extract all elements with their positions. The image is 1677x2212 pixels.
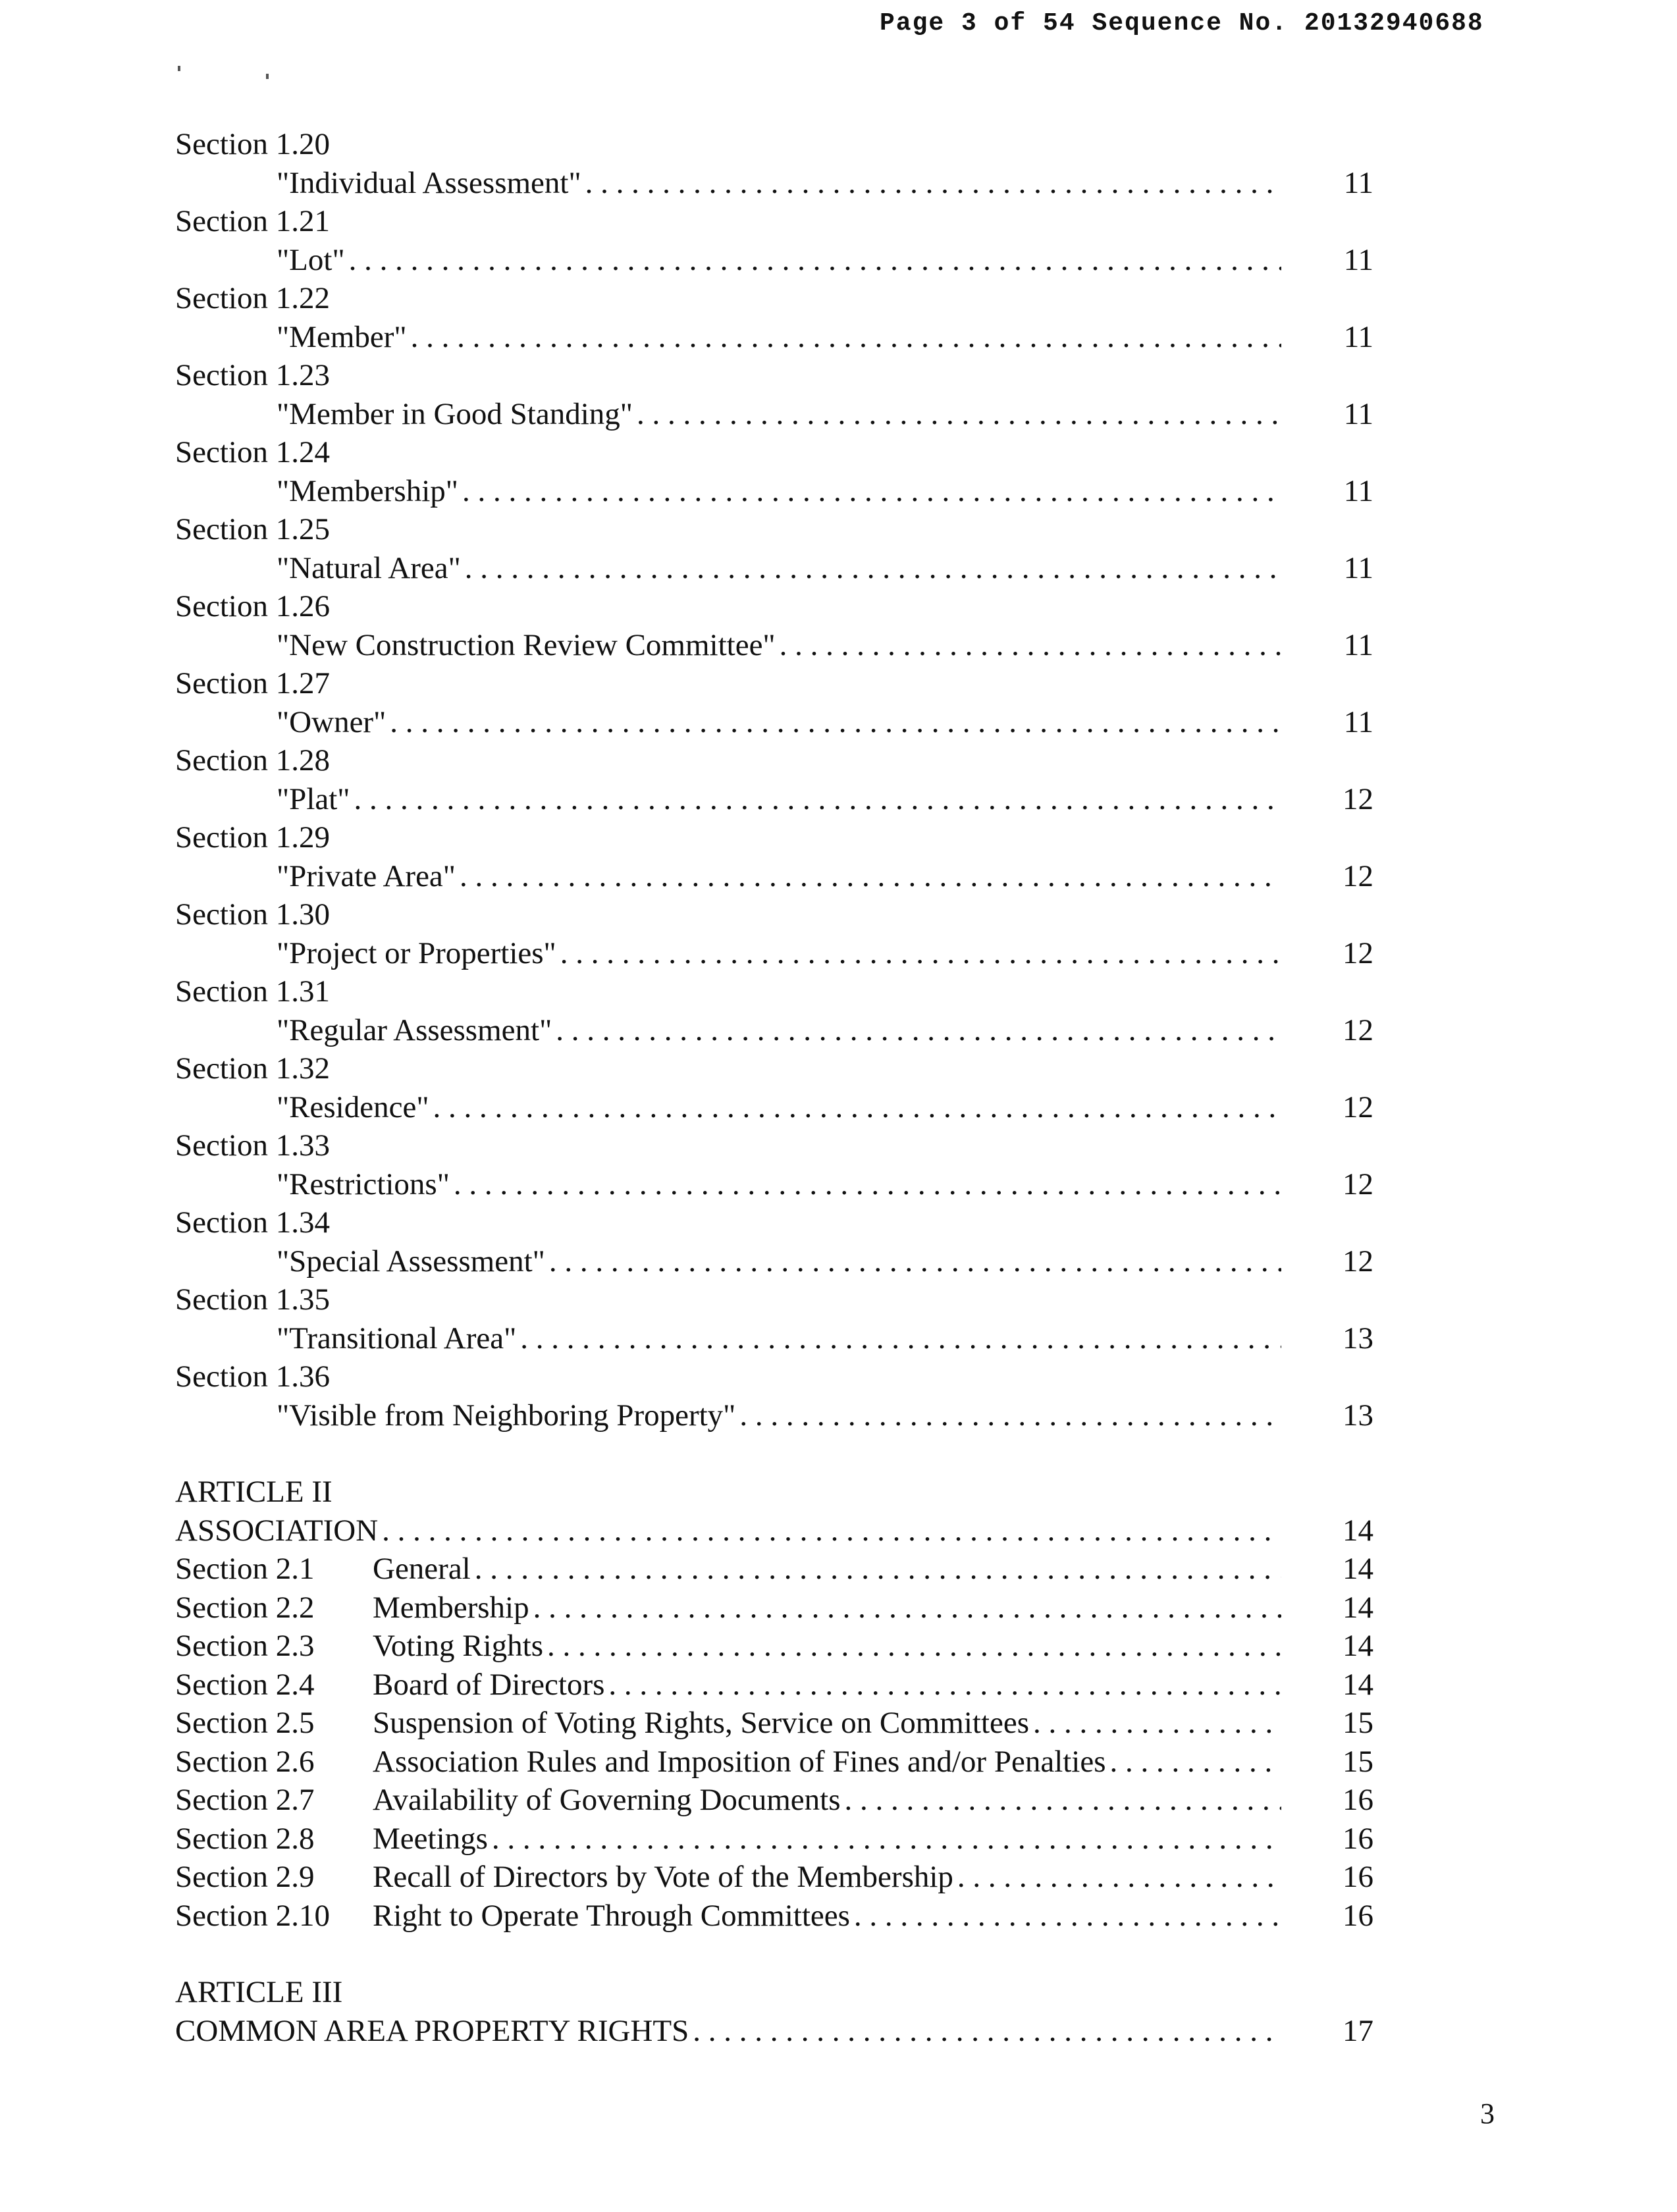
section-title: Availability of Governing Documents [373,1783,841,1817]
page-ref: 12 [1343,1167,1373,1201]
dot-leader [350,780,1282,819]
definition-section-line [175,356,1413,395]
entry-body [175,472,1281,511]
definition-section-line [175,1357,1413,1396]
page-ref: 16 [1343,1783,1373,1817]
toc-entry [175,1550,1413,1589]
toc-entry [175,1512,1281,1550]
toc-entry [175,1897,1413,1936]
section-number: Section 1.33 [175,1128,330,1163]
definition-title: "Member" [277,319,407,354]
section-number: Section 1.27 [175,666,330,700]
toc-entry [175,857,1413,896]
section-number: Section 1.24 [175,435,330,469]
article-label: ARTICLE III [175,1975,343,2009]
page-ref: 11 [1343,704,1373,739]
definition-title: "New Construction Review Committee" [277,627,776,662]
dot-leader [429,1088,1281,1127]
page-ref: 12 [1343,935,1373,970]
definition-title: "Member in Good Standing" [277,396,633,431]
page-ref: 12 [1343,781,1373,816]
dot-leader [378,1512,1281,1550]
page-ref: 17 [1343,2013,1373,2048]
definition-title: "Residence" [277,1090,429,1124]
dot-leader [1029,1704,1281,1743]
entry-body [175,1704,1281,1743]
toc-entry [175,934,1413,973]
page-header: Page 3 of 54 Sequence No. 20132940688 [880,9,1484,38]
page-ref: 11 [1343,319,1373,354]
entry-body [175,934,1281,973]
page-ref: 15 [1343,1744,1373,1779]
dot-leader [488,1820,1281,1858]
definition-section-line [175,664,1413,703]
entry-body [175,1011,1281,1050]
dot-leader [450,1165,1281,1204]
entry-body [175,1897,1281,1936]
entry-body [175,1550,1281,1589]
page-ref: 11 [1343,627,1373,662]
toc-entry [175,780,1413,819]
definition-section-line [175,510,1413,549]
dot-leader [407,318,1281,357]
page-ref: 11 [1343,165,1373,200]
page-ref: 11 [1343,550,1373,585]
page-ref: 13 [1343,1321,1373,1356]
section-number: Section 1.32 [175,1051,330,1086]
toc-entry [175,1666,1413,1704]
toc-entry [175,318,1413,357]
entry-body [175,1088,1281,1127]
toc-entry [175,1319,1413,1358]
page-ref: 11 [1343,473,1373,508]
dot-leader [1106,1743,1281,1781]
definition-title: "Regular Assessment" [277,1013,552,1047]
toc-entry [175,1743,1413,1781]
definition-title: "Plat" [277,781,350,816]
section-title: Membership [373,1590,529,1625]
definition-title: "Project or Properties" [277,935,556,970]
definition-section-line [175,1280,1413,1319]
toc-entry [175,626,1413,665]
section-title: Voting Rights [373,1629,544,1663]
article-ii-sections [175,1550,1413,1935]
definition-title: "Membership" [277,473,458,508]
section-number: Section 2.4 [175,1667,315,1702]
section-number: Section 2.1 [175,1552,315,1586]
entry-body [175,1165,1281,1204]
definition-title: "Transitional Area" [277,1321,517,1356]
section-number: Section 1.22 [175,281,330,315]
definition-section-line [175,587,1413,626]
definition-section-line [175,202,1413,241]
page-ref: 16 [1343,1821,1373,1856]
dot-leader [529,1589,1281,1627]
definition-title: "Owner" [277,704,386,739]
page-ref: 12 [1343,1090,1373,1124]
dot-leader [841,1781,1281,1820]
toc-entry [175,1820,1413,1858]
page-ref: 15 [1343,1706,1373,1740]
definition-section-line [175,895,1413,934]
dot-leader [953,1858,1281,1897]
page-ref: 14 [1343,1590,1373,1625]
section-number: Section 1.23 [175,358,330,392]
section-number: Section 2.9 [175,1860,315,1894]
section-title: Association Rules and Imposition of Fines and/or Penalties [373,1744,1106,1779]
entry-body [175,164,1281,203]
article-ii-entry [175,1512,1413,1550]
entry-body [175,1396,1281,1435]
dot-leader [345,241,1281,280]
toc-entry [175,395,1413,434]
page-ref: 11 [1343,396,1373,431]
entry-body [175,1319,1281,1358]
entry-body [175,1589,1281,1627]
page-ref: 14 [1343,1629,1373,1663]
table-of-contents [175,125,1413,2050]
definition-section-line [175,972,1413,1011]
page-ref: 13 [1343,1398,1373,1433]
section-number: Section 1.29 [175,820,330,855]
definition-title: "Visible from Neighboring Property" [277,1398,736,1433]
section-number: Section 2.6 [175,1744,315,1779]
dot-leader [552,1011,1281,1050]
dot-leader [543,1627,1281,1666]
section-title: Board of Directors [373,1667,605,1702]
definition-section-line [175,1126,1413,1165]
section-number: Section 1.20 [175,127,330,161]
entry-body [175,1627,1281,1666]
section-number: Section 1.21 [175,204,330,238]
section-number: Section 2.3 [175,1629,315,1663]
scan-speck [178,66,180,71]
article-title: ASSOCIATION [175,1513,379,1548]
definitions-list [175,125,1413,1435]
toc-entry [175,1396,1413,1435]
definition-title: "Individual Assessment" [277,165,581,200]
section-title: Meetings [373,1821,488,1856]
dot-leader [516,1319,1281,1358]
section-number: Section 2.5 [175,1706,315,1740]
section-number: Section 1.28 [175,743,330,777]
section-title: Recall of Directors by Vote of the Membership [373,1860,953,1894]
scan-speck [266,74,269,79]
definition-title: "Restrictions" [277,1167,450,1201]
entry-body [175,703,1281,742]
dot-leader [633,395,1281,434]
article-title: COMMON AREA PROPERTY RIGHTS [175,2013,689,2048]
entry-body [175,857,1281,896]
definition-title: "Lot" [277,242,345,277]
entry-body [175,1743,1281,1781]
toc-entry [175,472,1413,511]
section-number: Section 1.34 [175,1205,330,1240]
definition-section-line [175,1049,1413,1088]
toc-entry [175,164,1413,203]
toc-entry [175,1781,1413,1820]
dot-leader [604,1666,1281,1704]
page-ref: 12 [1343,858,1373,893]
definition-section-line [175,125,1413,164]
article-iii-entry [175,2012,1413,2051]
dot-leader [556,934,1281,973]
dot-leader [850,1897,1281,1936]
dot-leader [461,549,1281,588]
article-label: ARTICLE II [175,1475,333,1509]
toc-entry [175,1627,1413,1666]
section-number: Section 2.2 [175,1590,315,1625]
entry-body [175,318,1281,357]
page-ref: 16 [1343,1898,1373,1933]
dot-leader [689,2012,1281,2051]
entry-body [175,241,1281,280]
dot-leader [776,626,1281,665]
page-ref: 11 [1343,242,1373,277]
section-number: Section 1.36 [175,1359,330,1394]
page-ref: 16 [1343,1860,1373,1894]
toc-entry [175,1858,1413,1897]
toc-entry [175,1589,1413,1627]
toc-entry [175,2012,1281,2051]
toc-entry [175,1011,1413,1050]
dot-leader [386,703,1281,742]
section-number: Section 2.7 [175,1783,315,1817]
section-title: Right to Operate Through Committees [373,1898,850,1933]
entry-body [175,1858,1281,1897]
entry-body [175,1820,1281,1858]
page-ref: 12 [1343,1013,1373,1047]
dot-leader [545,1242,1281,1281]
entry-body [175,549,1281,588]
article-iii-label [175,1973,1413,2012]
toc-entry [175,1165,1413,1204]
entry-body [175,626,1281,665]
section-number: Section 1.26 [175,589,330,623]
definition-title: "Private Area" [277,858,456,893]
toc-entry [175,241,1413,280]
section-number: Section 1.35 [175,1282,330,1317]
dot-leader [471,1550,1281,1589]
definition-title: "Natural Area" [277,550,461,585]
section-number: Section 1.30 [175,897,330,932]
dot-leader [456,857,1281,896]
section-number: Section 2.8 [175,1821,315,1856]
section-title: General [373,1552,471,1586]
section-number: Section 1.25 [175,512,330,546]
toc-entry [175,1242,1413,1281]
toc-entry [175,549,1413,588]
page-ref: 14 [1343,1513,1373,1548]
toc-entry [175,703,1413,742]
page-number: 3 [1480,2097,1495,2130]
dot-leader [735,1396,1281,1435]
page-ref: 14 [1343,1552,1373,1586]
definition-section-line [175,1203,1413,1242]
page-ref: 12 [1343,1244,1373,1278]
definition-section-line [175,433,1413,472]
dot-leader [581,164,1281,203]
definition-section-line [175,741,1413,780]
definition-section-line [175,818,1413,857]
article-ii-label [175,1473,1413,1512]
entry-body [175,1781,1281,1820]
section-number: Section 1.31 [175,974,330,1009]
section-number: Section 2.10 [175,1898,330,1933]
dot-leader [458,472,1281,511]
definition-title: "Special Assessment" [277,1244,545,1278]
entry-body [175,1242,1281,1281]
section-title: Suspension of Voting Rights, Service on Committees [373,1706,1030,1740]
entry-body [175,395,1281,434]
toc-entry [175,1088,1413,1127]
definition-section-line [175,279,1413,318]
page-ref: 14 [1343,1667,1373,1702]
entry-body [175,780,1281,819]
toc-entry [175,1704,1413,1743]
entry-body [175,1666,1281,1704]
